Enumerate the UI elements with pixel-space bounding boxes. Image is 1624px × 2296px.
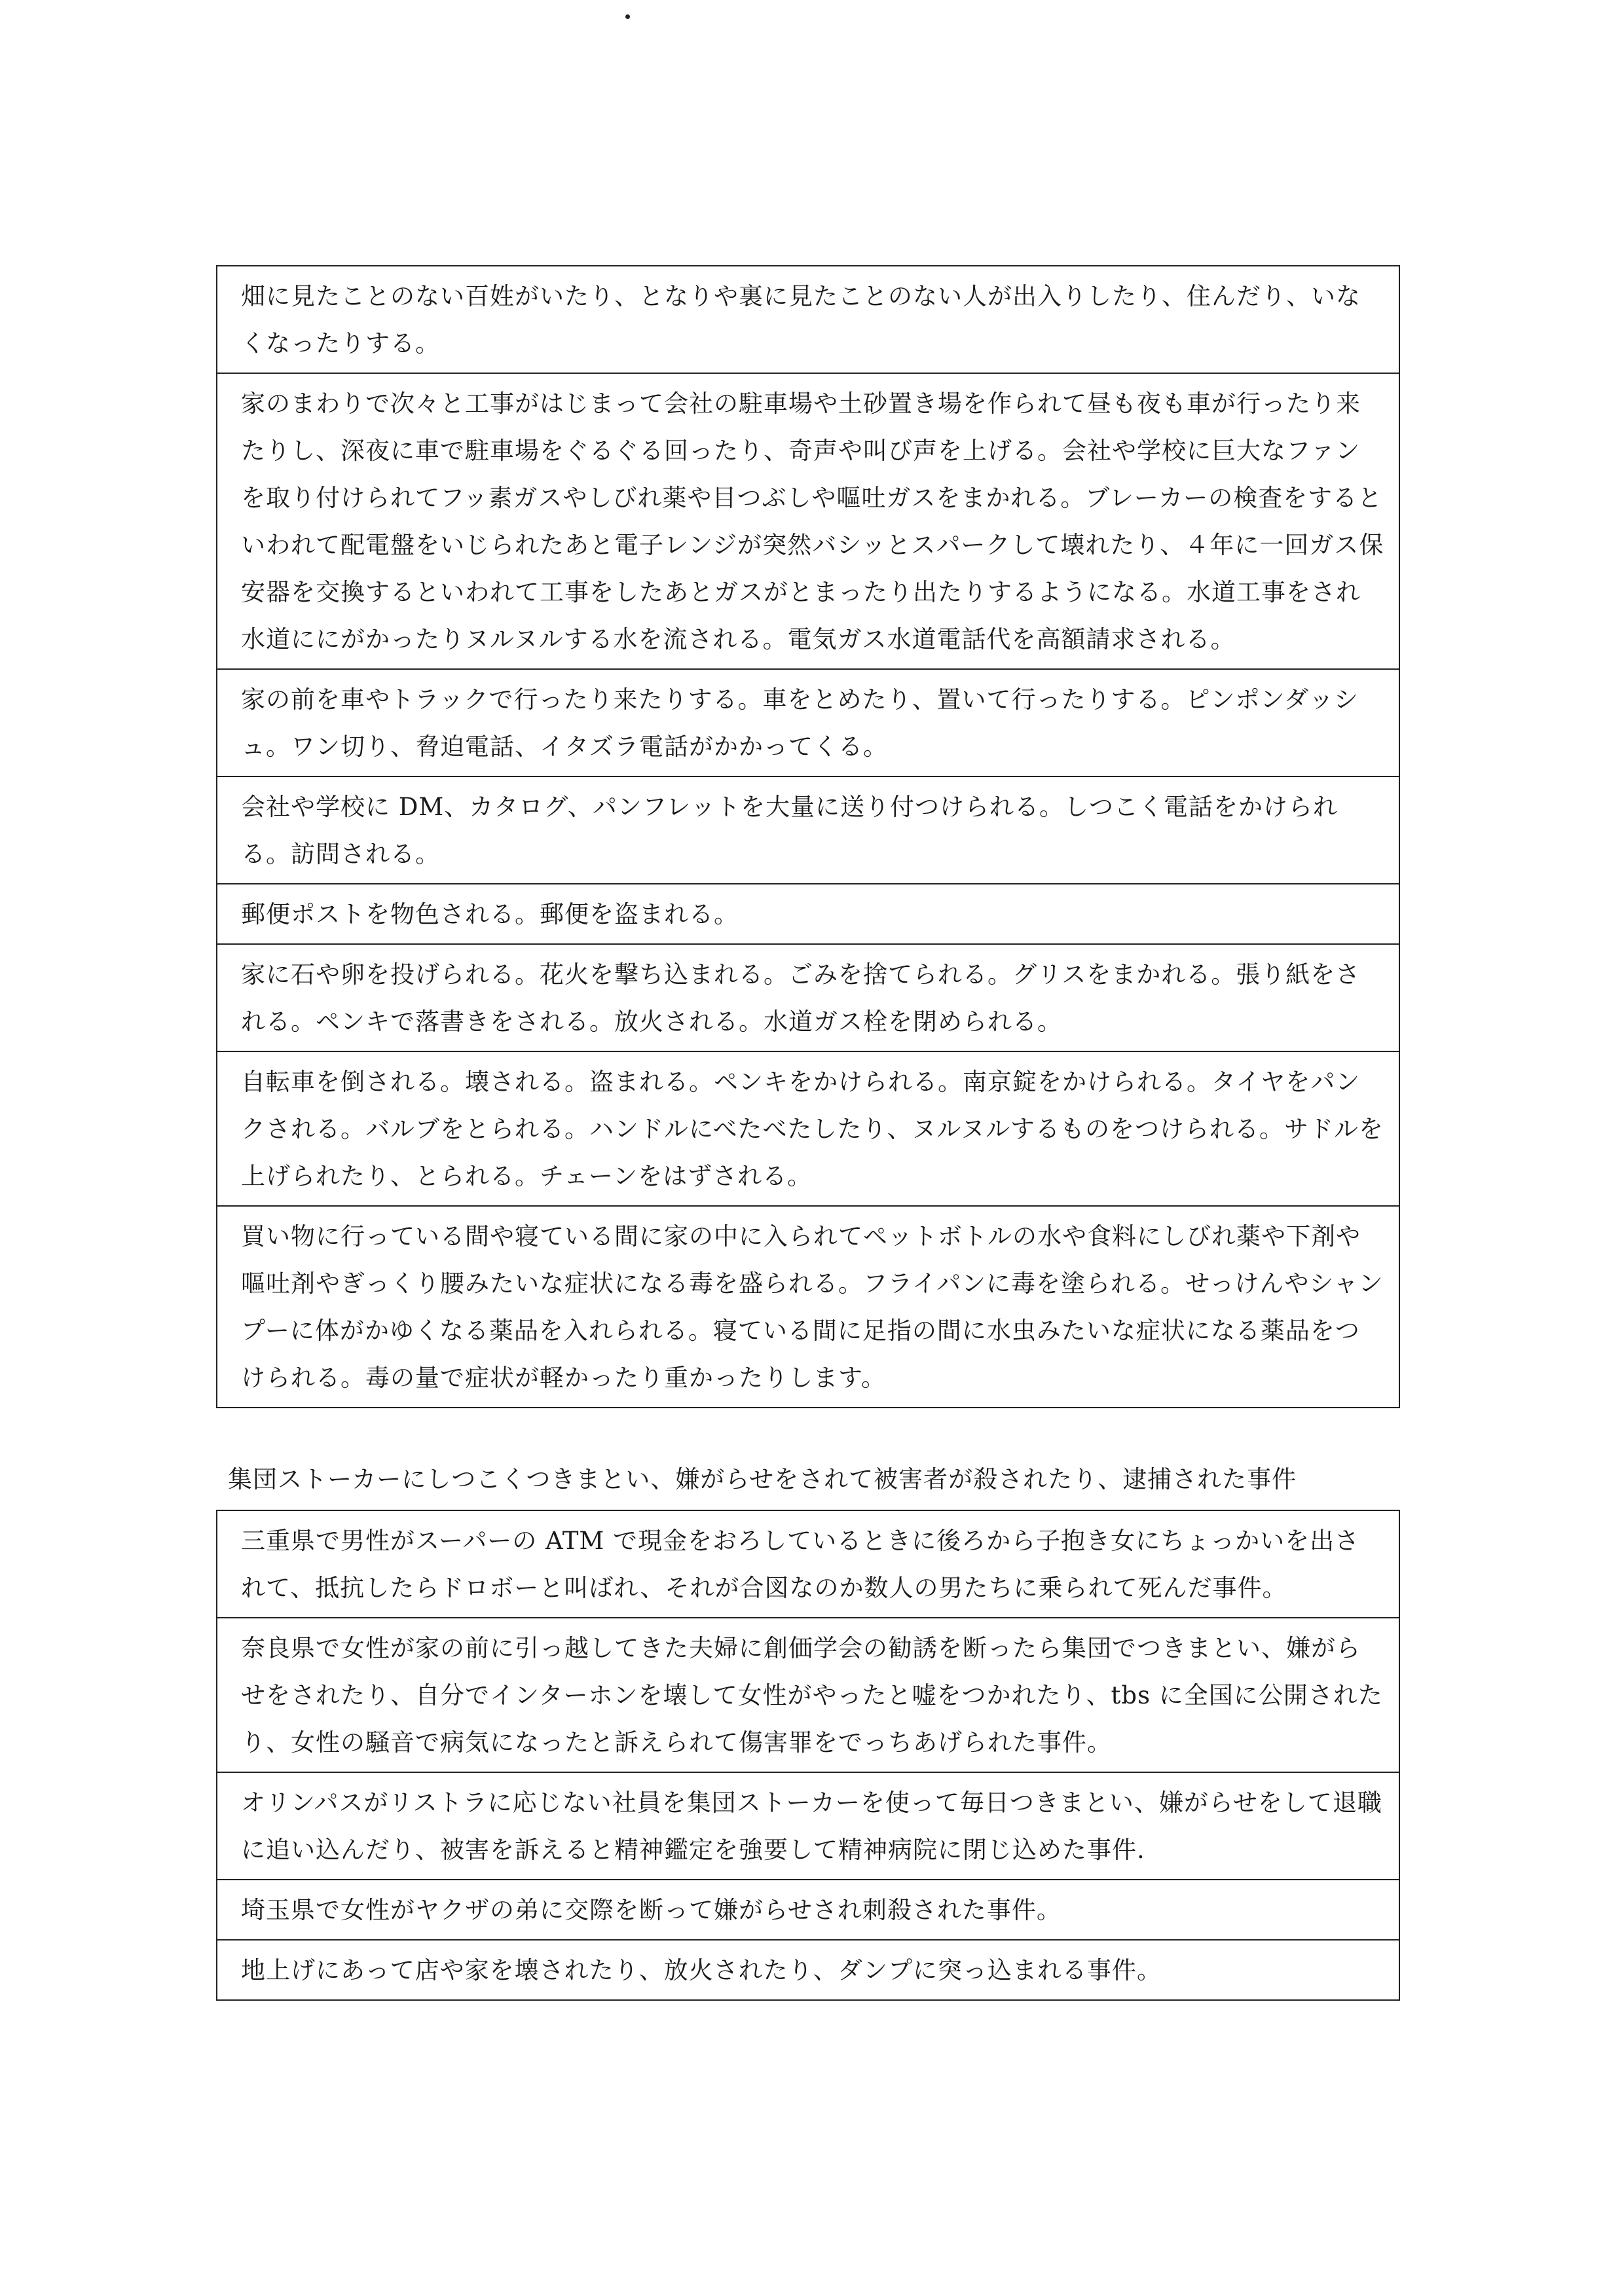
list-item: 家に石や卵を投げられる。花火を撃ち込まれる。ごみを捨てられる。グリスをまかれる。張り紙をされる。ペンキで落書きをされる。放火される。水道ガス栓を閉められる。 — [217, 945, 1399, 1052]
scan-dot — [625, 14, 630, 19]
section-heading: 集団ストーカーにしつこくつきまとい、嫌がらせをされて被害者が殺されたり、逮捕された事件 — [228, 1465, 1297, 1493]
harassment-list-table — [216, 265, 1400, 1408]
list-item: 郵便ポストを物色される。郵便を盗まれる。 — [217, 884, 1399, 945]
list-item: 地上げにあって店や家を壊されたり、放火されたり、ダンプに突っ込まれる事件。 — [217, 1941, 1399, 2001]
list-item: 買い物に行っている間や寝ている間に家の中に入られてペットボトルの水や食料にしびれ薬や下剤や嘔吐剤やぎっくり腰みたいな症状になる毒を盛られる。フライパンに毒を塗られる。せっけんやシャンプーに体がかゆくなる薬品を入れられる。寝ている間に足指の間に水虫みたいな症状になる薬品をつけられる。毒の量で症状が軽かったり重かったりします。 — [217, 1207, 1399, 1408]
list-item: 家のまわりで次々と工事がはじまって会社の駐車場や土砂置き場を作られて昼も夜も車が行ったり来たりし、深夜に車で駐車場をぐるぐる回ったり、奇声や叫び声を上げる。会社や学校に巨大なファンを取り付けられてフッ素ガスやしびれ薬や目つぶしや嘔吐ガスをまかれる。ブレーカーの検査をするといわれて配電盤をいじられたあと電子レンジが突然バシッとスパークして壊れたり、４年に一回ガス保安器を交換するといわれて工事をしたあとガスがとまったり出たりするようになる。水道工事をされ水道ににがかったりヌルヌルする水を流される。電気ガス水道電話代を高額請求される。 — [217, 374, 1399, 670]
list-item: 畑に見たことのない百姓がいたり、となりや裏に見たことのない人が出入りしたり、住んだり、いなくなったりする。 — [217, 266, 1399, 374]
list-item: オリンパスがリストラに応じない社員を集団ストーカーを使って毎日つきまとい、嫌がらせをして退職に追い込んだり、被害を訴えると精神鑑定を強要して精神病院に閉じ込めた事件. — [217, 1773, 1399, 1880]
list-item: 家の前を車やトラックで行ったり来たりする。車をとめたり、置いて行ったりする。ピンポンダッシュ。ワン切り、脅迫電話、イタズラ電話がかかってくる。 — [217, 670, 1399, 777]
list-item: 自転車を倒される。壊される。盗まれる。ペンキをかけられる。南京錠をかけられる。タイヤをパンクされる。バルブをとられる。ハンドルにべたべたしたり、ヌルヌルするものをつけられる。サドルを上げられたり、とられる。チェーンをはずされる。 — [217, 1052, 1399, 1207]
list-item: 埼玉県で女性がヤクザの弟に交際を断って嫌がらせされ刺殺された事件。 — [217, 1880, 1399, 1941]
list-item: 会社や学校に DM、カタログ、パンフレットを大量に送り付つけられる。しつこく電話をかけられる。訪問される。 — [217, 777, 1399, 884]
incident-list-table — [216, 1510, 1400, 2001]
list-item: 奈良県で女性が家の前に引っ越してきた夫婦に創価学会の勧誘を断ったら集団でつきまとい、嫌がらせをされたり、自分でインターホンを壊して女性がやったと嘘をつかれたり、tbs に全国に公開されたり、女性の騒音で病気になったと訴えられて傷害罪をでっちあげられた事件。 — [217, 1618, 1399, 1773]
list-item: 三重県で男性がスーパーの ATM で現金をおろしているときに後ろから子抱き女にちょっかいを出されて、抵抗したらドロボーと叫ばれ、それが合図なのか数人の男たちに乗られて死んだ事件。 — [217, 1511, 1399, 1618]
